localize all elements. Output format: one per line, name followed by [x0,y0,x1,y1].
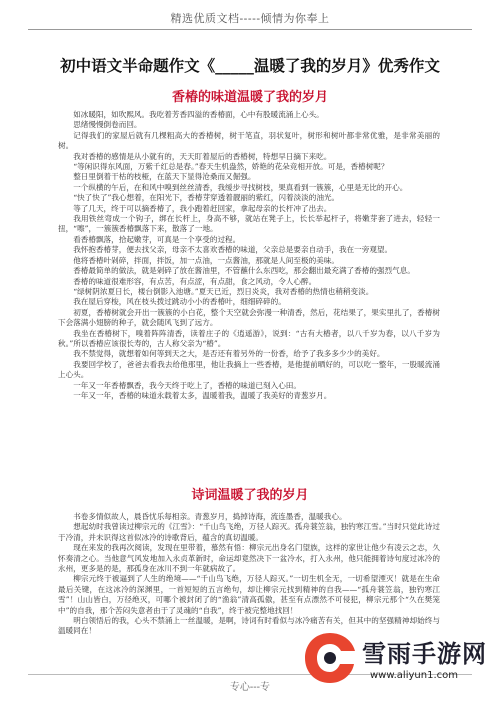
page-title: 初中语文半命题作文《_____温暖了我的岁月》优秀作文 [60,57,440,75]
watermark-logo-icon [300,630,360,688]
header-text: 精选优质文档-----倾情为你奉上 [170,12,330,25]
essay1-paragraph: 思绪慢慢倒卷而回。 [73,120,142,130]
essay2-paragraph: 现在来发的我再次阅读，发现在里带着，慕然有悟：柳宗元出身名门望族，这样的家世让他少有凌云之志，久怀奏清之心。当他意气风发地加入永贞革新时，命运却竟然决下一盆冷水，打入永州，他只能拥着诗句度过冰冷的永州，更多是的是，那孤身在冰川不到一年就病故了。 [58,543,440,574]
essay1-paragraph: 等了几天，终于可以摘香椿了，我小跑着赶回家，拿起母亲的长杆冲了出去。 [73,203,332,213]
essay1-paragraph: 他将香椿叶剁碎，拌面，拌饭，加一点油，一点酱油，那就是人间至极的美味。 [73,255,339,265]
essay1-paragraph: 记得我们的家屋后就有几棵粗高大的香椿树，树干笔直，羽状复叶，树形和树叶都非常优雅，是非常美丽的树。 [58,130,440,151]
essay1-title: 香椿的味道温暖了我的岁月 [171,90,328,105]
essay1-paragraph: “绿树阴浓夏日长，楼台倒影入池塘。”夏天已近，烈日炎炎，我对香椿的热情也稍稍变淡。 [73,286,374,296]
watermark [300,622,496,704]
watermark-url: www.aliyun1.com [370,670,458,681]
essay1-paragraph: 一个纵横的午后，在和风中嗅到丝丝清香，我缓步寻找树枝，果真看到一簇簇，心里是无比的开心。 [73,182,408,192]
essay2-title: 诗词温暖了我的岁月 [191,488,309,503]
essay1-paragraph: 我用铁丝弯成一个钩子，绑在长杆上，身高不够，就站在凳子上，长长举起杆子，将嫩芽套了进去，轻轻一扭，“嚓”，一簇簇香椿飘落下来，散落了一地。 [58,214,440,234]
essay1-body [58,110,440,475]
essay1-paragraph: 香椿的味道很难形容，有点苦，有点涩，有点甜，食之风动，令人心醉。 [73,276,317,286]
essay1-paragraph: “快了快了”我心想着，在阳光下，香椿芽穿透着靓丽的紫红，闪着淡淡的油光。 [73,193,340,203]
essay1-paragraph: 我要回学校了，爸爸去看我去给他那里，他让我摘上一些香椿，是他提前晒好的，可以吃一整年，一股暖流涌上心头。 [58,359,440,380]
essay1-paragraph: 整日里倒着干枯的枝桠，在蓝天下显得沧桑而又倔强。 [73,172,256,182]
watermark-name: 雪雨手游网 [362,640,487,668]
essay1-paragraph: 看香椿飘落，拾起嫩芽，可真是一个享受的过程。 [73,234,241,244]
essay1-paragraph: 我在屋后穿梭，风在枝头拨过跳动小小的香椿叶，细细碎碎的。 [73,297,286,307]
essay1-paragraph: 初夏，香椿树就会开出一簇簇的小白花，整个天空就会弥漫一种清香，然后，花结果了，果实里扎了，香椿树下会落满小翅膀的种子，就会随风飞到了远方。 [58,307,440,328]
essay1-paragraph: 我坐在香椿树下，嗅着阵阵清香，读着庄子的《逍遥游》，说到：“古有大椿者，以八千岁为春，以八千岁为秋。”所以香椿应该很长寿的，古人称父亲为“椿”。 [58,328,440,348]
essay2-paragraph: 书卷多情似故人，晨昏忧乐每相亲。青葱岁月，捣掉诗海，流连墨香，温暖我心。 [73,512,347,521]
essay2-paragraph: 柳宗元终于被逼到了人生的绝境——“千山鸟飞绝，万径人踪灭。”一切生机全无，一切希望湮灭！就是在生命最后关键，在这冰冷的深渊里，一首短短的五言绝句，却让柳宗元找到精神的自我——“孤舟蓑笠翁，独钓寒江雪”！山山皆白，万径绝灭，可哪个被封闭了的“渔翁”清高孤傲，甚至有点漂然不可侵犯，柳宗元那个“久在樊笼中”的自我，那个苦闷失意者由于了灵魂的“自我”，终于被完整地找回！ [58,574,440,615]
essay1-paragraph: 我对香椿的感情是从小就有的，天天盯着屋后的香椿树，特想早日摘下来吃。 [73,151,332,161]
header-divider [28,29,472,30]
essay2-paragraph: 想起幼时我曾读过柳宗元的《江雪》：“千山鸟飞绝，万径人踪灭。孤舟蓑笠翁，独钓寒江雪。”当时只觉此诗过于冷清，并未识得这首似冰冷的诗歌背后，蕴含的真切温暖。 [58,522,440,542]
essay1-paragraph: 如冰暖阳，如吹熙风。我吃着芳香四溢的香椿面，心中有股暖流涌上心头。 [73,110,324,119]
essay1-paragraph: 香椿最简单的做法，就是剁碎了放在酱油里，不管蘸什么东西吃，那会翻出最充满了香椿的强烈气息。 [73,266,415,276]
page-header [0,0,500,36]
essay1-paragraph: 我怀抱香椿芽，便去找父亲，母亲不太喜欢香椿的味道，父亲总是要亲自动手，我在一旁观望。 [73,245,393,255]
essay1-paragraph: 一年又一年香椿飘香，我今天终于吃上了，香椿的味道已刻入心田。 [73,380,301,390]
page-footer: 专心---专 [229,682,271,693]
essay1-paragraph: 我不禁觉得，就想着如何等到天之大，是否还有着另外的一份香，给予了我多多少少的美好。 [73,349,385,359]
essay1-paragraph: 一年又一年，香椿的味道永载着太多，温暖着我，温暖了我美好的青葱岁月。 [73,390,332,400]
essay1-paragraph: “等闲识得东风面，万紫千红总是春。”春天生机盎然，娇艳的花朵竞相开放。可是，香椿树呢？ [73,162,389,172]
essay2-paragraph: 明白领悟后的我，心头不禁涌上一丝温暖，是啊，诗词有时看似与冰冷痛苦有关，但其中的坚强精神却始终与温暖同在！ [58,616,440,636]
